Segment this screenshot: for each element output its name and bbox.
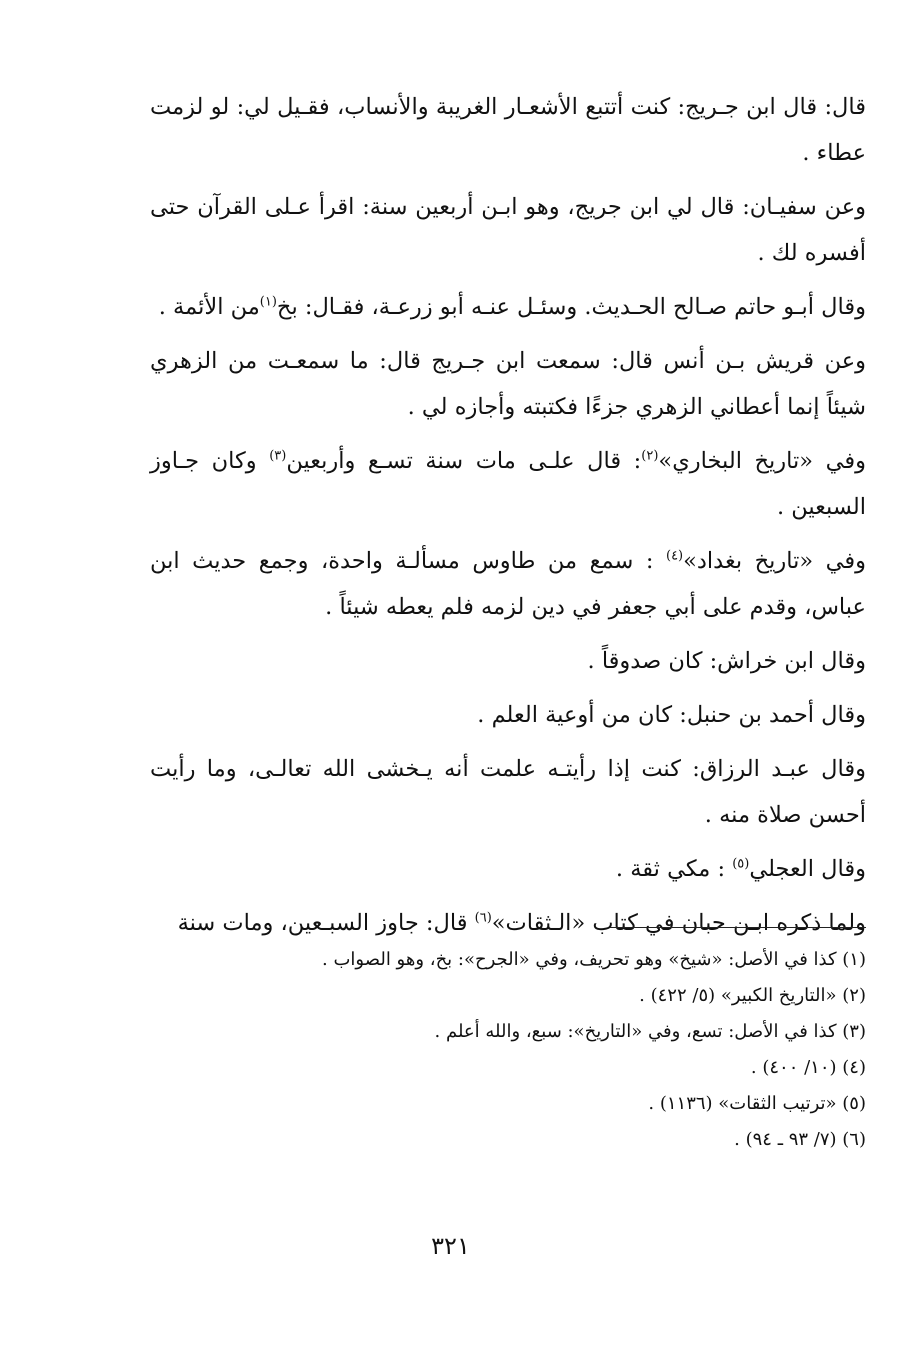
footnote-3: (٣) كذا في الأصل: تسع، وفي «التاريخ»: سبع، والله أعلم . bbox=[434, 1021, 866, 1042]
footnote-5: (٥) «ترتيب الثقات» (١١٣٦) . bbox=[648, 1093, 866, 1114]
paragraph-9 bbox=[150, 746, 866, 838]
paragraph-text: وعن سفيـان: قال لي ابن جريج، وهو ابـن أربعين سنة: اقرأ عـلى القرآن حتى أفسره لك . bbox=[150, 194, 866, 266]
page-number: ٣٢١ bbox=[431, 1232, 470, 1260]
paragraph-text: وفي «تاريخ بغداد» bbox=[683, 548, 866, 574]
paragraph-text: وقال العجلي bbox=[749, 856, 866, 882]
footnote-ref: (٢) bbox=[641, 448, 659, 464]
paragraph-text: من الأئمة . bbox=[158, 294, 260, 320]
paragraph-text: وقال عبـد الرزاق: كنت إذا رأيتـه علمت أنه يـخشى الله تعالـى، وما رأيت أحسن صلاة منه . bbox=[150, 756, 866, 828]
paragraph-text: : سمع من طاوس مسألـة واحدة، وجمع حديث ابن عباس، وقدم على أبي جعفر في دين لزمه فلم يعطه شيئاً . bbox=[150, 548, 866, 620]
paragraph-1 bbox=[150, 84, 866, 176]
paragraph-7 bbox=[150, 638, 866, 684]
footnotes bbox=[150, 942, 866, 1158]
paragraph-text: قال: جاوز السبـعين، ومات سنة bbox=[177, 910, 475, 936]
footnote-4: (٤) (١٠/ ٤٠٠) . bbox=[750, 1057, 866, 1078]
paragraph-text: وقال أحمد بن حنبل: كان من أوعية العلم . bbox=[477, 702, 866, 728]
footnote-ref: (٥) bbox=[732, 856, 750, 872]
paragraph-text: : قال علـى مات سنة تسـع وأربعين bbox=[286, 448, 642, 474]
paragraph-text: وقال أبـو حاتم صـالح الحـديث. وسئـل عنـه أبو زرعـة، فقـال: بخ bbox=[276, 294, 866, 320]
footnote-1: (١) كذا في الأصل: «شيخ» وهو تحريف، وفي «الجرح»: بخ، وهو الصواب . bbox=[322, 949, 866, 970]
paragraph-text: : مكي ثقة . bbox=[615, 856, 733, 882]
paragraph-4 bbox=[150, 338, 866, 430]
footnote-6: (٦) (٧/ ٩٣ ـ ٩٤) . bbox=[734, 1129, 866, 1150]
main-text bbox=[150, 84, 866, 954]
paragraph-3 bbox=[150, 284, 866, 330]
paragraph-text: وقال ابن خراش: كان صدوقاً . bbox=[587, 648, 866, 674]
paragraph-text: ولما ذكره ابـن حبان في كتاب «الـثقات» bbox=[491, 910, 866, 936]
paragraph-text: وفي «تاريخ البخاري» bbox=[658, 448, 867, 474]
paragraph-11 bbox=[150, 900, 866, 946]
paragraph-text: وعن قريش بـن أنس قال: سمعت ابن جـريج قال: ما سمعـت من الزهري شيئاً إنما أعطاني الزهري جزءًا فكتبته وأجازه لي . bbox=[150, 348, 866, 420]
paragraph-10 bbox=[150, 846, 866, 892]
paragraph-5 bbox=[150, 438, 866, 530]
paragraph-2 bbox=[150, 184, 866, 276]
paragraph-text: قال: قال ابن جـريج: كنت أتتبع الأشعـار الغريبة والأنساب، فقـيل لي: لو لزمت عطاء . bbox=[150, 94, 866, 166]
footnote-ref: (١) bbox=[259, 294, 277, 310]
paragraph-text: وكان جـاوز السبعين . bbox=[150, 448, 866, 520]
footnote-ref: (٦) bbox=[474, 910, 492, 926]
footnote-ref: (٤) bbox=[665, 548, 684, 564]
footnote-2: (٢) «التاريخ الكبير» (٥/ ٤٢٢) . bbox=[639, 985, 866, 1006]
footnote-divider bbox=[610, 927, 866, 928]
paragraph-6 bbox=[150, 538, 866, 630]
footnote-ref: (٣) bbox=[269, 448, 287, 464]
paragraph-8 bbox=[150, 692, 866, 738]
